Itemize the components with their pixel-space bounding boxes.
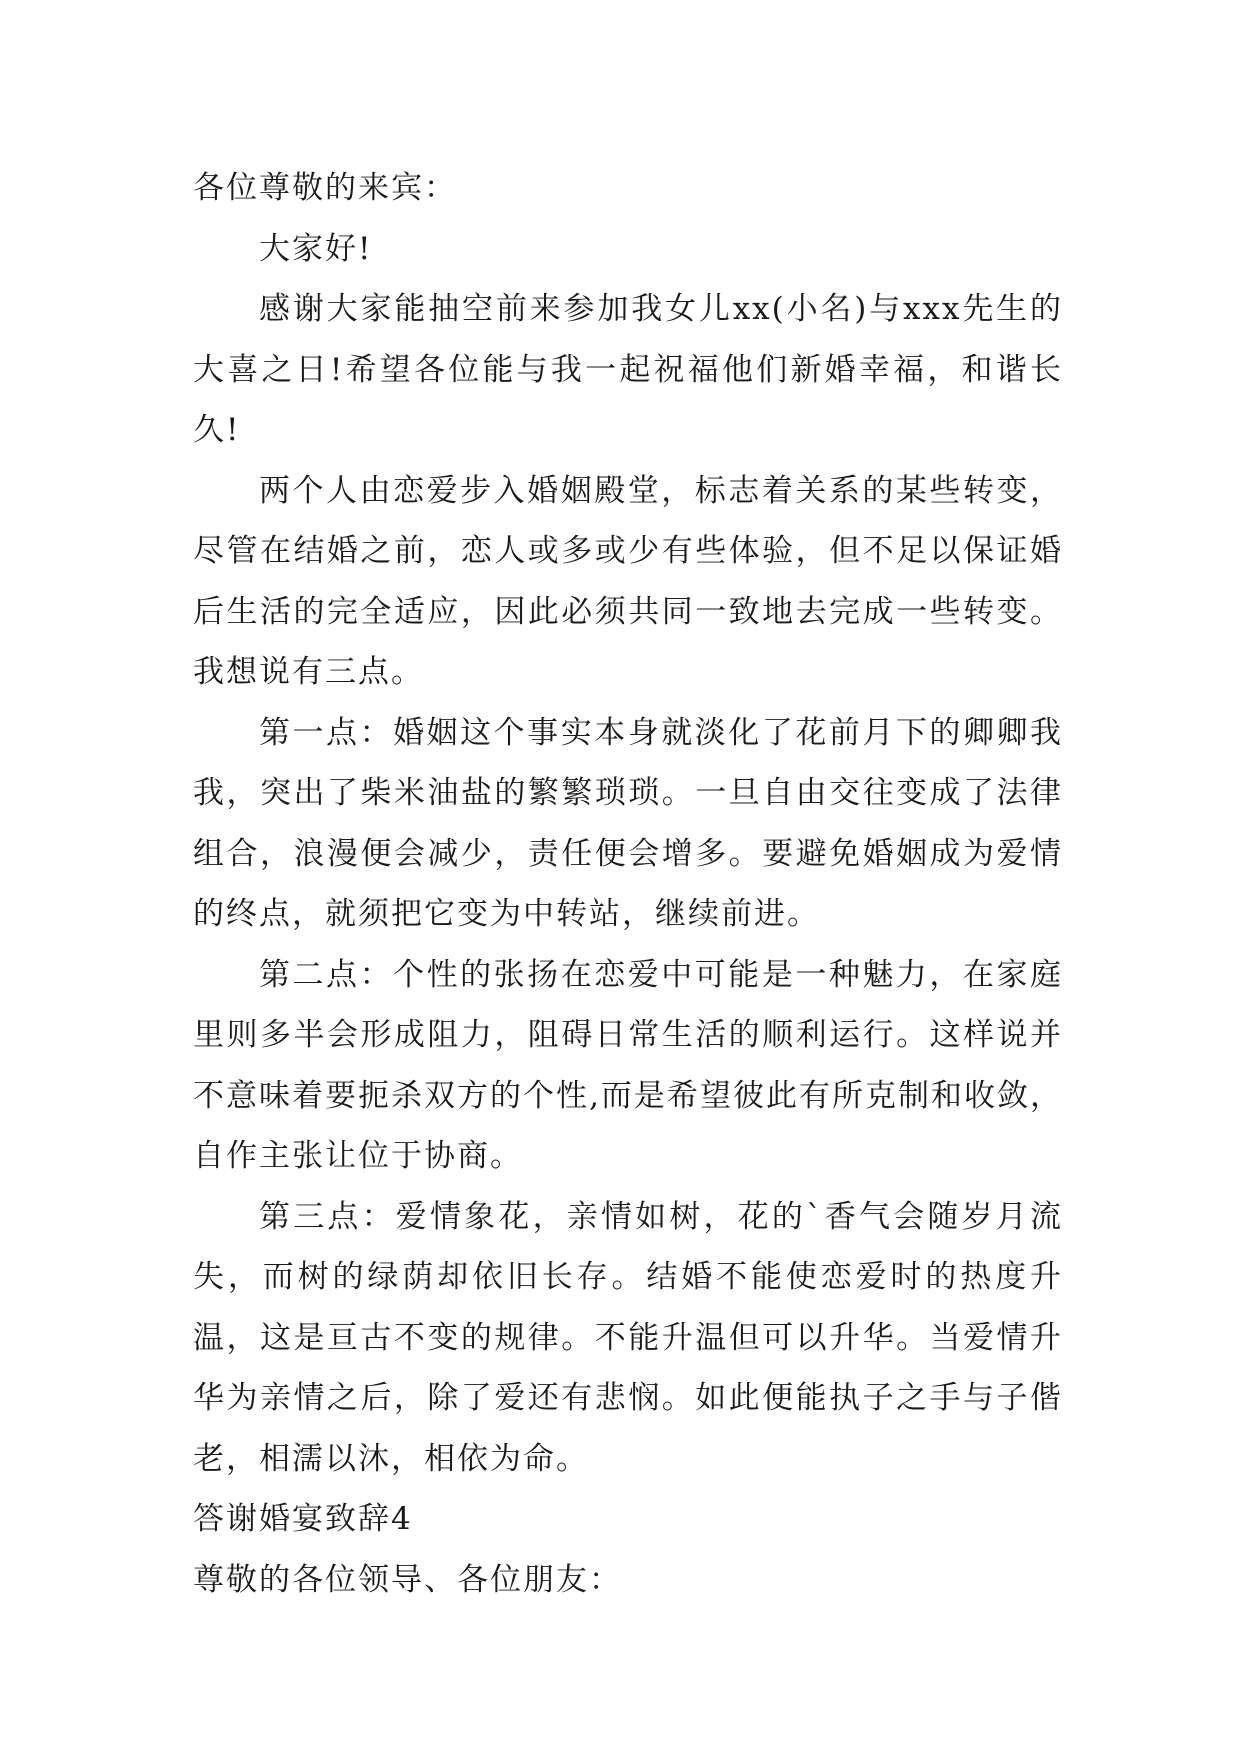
salutation: 各位尊敬的来宾： bbox=[193, 170, 457, 206]
greeting: 大家好! bbox=[259, 230, 373, 267]
paragraph-thanks: 感谢大家能抽空前来参加我女儿xx(小名)与xxx先生的大喜之日!希望各位能与我一起祝福他们新婚幸福，和谐长久! bbox=[193, 291, 1063, 448]
paragraph-point-two: 第二点：个性的张扬在恋爱中可能是一种魅力，在家庭里则多半会形成阻力，阻碍日常生活的顺利运行。这样说并不意味着要扼杀双方的个性,而是希望彼此有所克制和收敛，自作主张让位于协商。 bbox=[193, 956, 1063, 1174]
section-heading: 答谢婚宴致辞4 bbox=[193, 1501, 413, 1537]
paragraph-point-three: 第三点：爱情象花，亲情如树，花的`香气会随岁月流失，而树的绿荫却依旧长存。结婚不能使恋爱时的热度升温，这是亘古不变的规律。不能升温但可以升华。当爱情升华为亲情之后，除了爱还有悲悯。如此便能执子之手与子偕老，相濡以沐，相依为命。 bbox=[193, 1198, 1063, 1477]
second-salutation: 尊敬的各位领导、各位朋友： bbox=[193, 1561, 622, 1598]
paragraph-point-one: 第一点：婚姻这个事实本身就淡化了花前月下的卿卿我我，突出了柴米油盐的繁繁琐琐。一旦自由交往变成了法律组合，浪漫便会减少，责任便会增多。要避免婚姻成为爱情的终点，就须把它变为中转站，继续前进。 bbox=[193, 714, 1063, 932]
document-body bbox=[193, 158, 1063, 1610]
paragraph-intro: 两个人由恋爱步入婚姻殿堂，标志着关系的某些转变，尽管在结婚之前，恋人或多或少有些体验，但不足以保证婚后生活的完全适应，因此必须共同一致地去完成一些转变。我想说有三点。 bbox=[193, 472, 1063, 690]
